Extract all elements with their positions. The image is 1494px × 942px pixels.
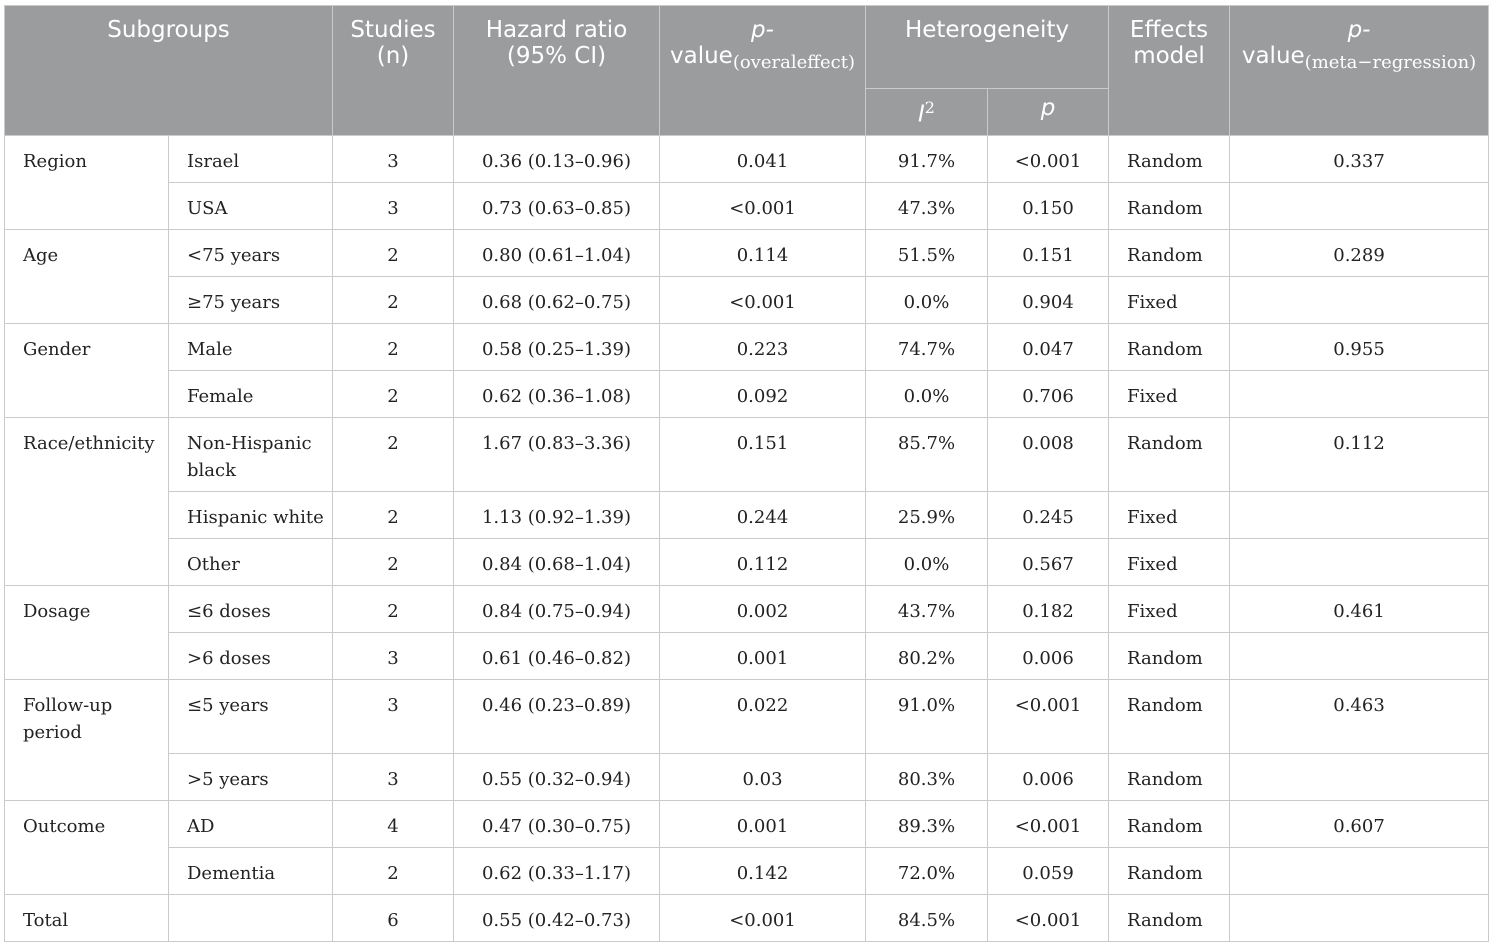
subgroup-cell: Other — [169, 539, 333, 586]
hr-cell: 0.61 (0.46–0.82) — [454, 633, 660, 680]
het-p-cell: <0.001 — [988, 136, 1109, 183]
subgroup-cell: Male — [169, 324, 333, 371]
model-cell: Fixed — [1109, 371, 1230, 418]
het-p-cell: 0.904 — [988, 277, 1109, 324]
i2-cell: 80.3% — [866, 754, 988, 801]
model-cell: Fixed — [1109, 586, 1230, 633]
subgroup-cell: Israel — [169, 136, 333, 183]
header-heterogeneity — [866, 6, 1109, 89]
model-cell: Random — [1109, 633, 1230, 680]
subgroup-analysis-table — [4, 5, 1489, 942]
table-row — [5, 183, 1489, 230]
hr-cell: 0.55 (0.32–0.94) — [454, 754, 660, 801]
het-p-cell: 0.151 — [988, 230, 1109, 277]
meta-p-cell — [1230, 539, 1489, 586]
table-row — [5, 418, 1489, 492]
subgroup-cell: Non-Hispanic black — [169, 418, 333, 492]
studies-cell: 3 — [333, 680, 454, 754]
subgroup-cell: ≥75 years — [169, 277, 333, 324]
hr-cell: 0.84 (0.75–0.94) — [454, 586, 660, 633]
table-row — [5, 801, 1489, 848]
studies-cell: 2 — [333, 324, 454, 371]
p-cell: <0.001 — [660, 895, 866, 942]
header-pval-value: value — [669, 43, 733, 69]
meta-p-cell — [1230, 492, 1489, 539]
header-studies-line2: (n) — [376, 43, 410, 69]
p-cell: <0.001 — [660, 183, 866, 230]
model-cell: Fixed — [1109, 277, 1230, 324]
header-pmeta-sub: (meta−regression) — [1304, 52, 1477, 73]
p-cell: 0.022 — [660, 680, 866, 754]
table-row — [5, 136, 1489, 183]
header-hr-line1: Hazard ratio — [485, 17, 628, 43]
table-row — [5, 633, 1489, 680]
header-studies-line1: Studies — [350, 17, 436, 43]
meta-p-cell — [1230, 277, 1489, 324]
table-row — [5, 680, 1489, 754]
meta-p-cell: 0.463 — [1230, 680, 1489, 754]
studies-cell: 2 — [333, 492, 454, 539]
subgroup-cell: ≤5 years — [169, 680, 333, 754]
subgroup-cell: >5 years — [169, 754, 333, 801]
meta-p-cell — [1230, 183, 1489, 230]
subgroup-cell: >6 doses — [169, 633, 333, 680]
table-row — [5, 230, 1489, 277]
table-row — [5, 848, 1489, 895]
i2-cell: 25.9% — [866, 492, 988, 539]
p-cell: 0.001 — [660, 633, 866, 680]
subgroup-cell: AD — [169, 801, 333, 848]
subgroup-cell: Female — [169, 371, 333, 418]
header-heterogeneity-label: Heterogeneity — [904, 17, 1070, 43]
table-row — [5, 539, 1489, 586]
meta-p-cell — [1230, 371, 1489, 418]
table-row — [5, 371, 1489, 418]
i2-cell: 74.7% — [866, 324, 988, 371]
i2-cell: 0.0% — [866, 371, 988, 418]
header-subgroups — [5, 6, 333, 136]
subgroup-cell: Hispanic white — [169, 492, 333, 539]
model-cell: Random — [1109, 848, 1230, 895]
meta-p-cell: 0.955 — [1230, 324, 1489, 371]
model-cell: Random — [1109, 136, 1230, 183]
header-p-value-meta-regression — [1230, 6, 1489, 136]
studies-cell: 2 — [333, 371, 454, 418]
hr-cell: 0.62 (0.36–1.08) — [454, 371, 660, 418]
meta-p-cell: 0.289 — [1230, 230, 1489, 277]
p-cell: 0.001 — [660, 801, 866, 848]
header-effects-line1: Effects — [1129, 17, 1209, 43]
header-subgroups-label: Subgroups — [107, 17, 230, 43]
p-cell: <0.001 — [660, 277, 866, 324]
header-i2-letter: I — [918, 101, 925, 128]
header-hazard-ratio — [454, 6, 660, 136]
hr-cell: 0.68 (0.62–0.75) — [454, 277, 660, 324]
header-studies — [333, 6, 454, 136]
model-cell: Random — [1109, 895, 1230, 942]
header-pmeta-value: value — [1241, 43, 1305, 69]
i2-cell: 0.0% — [866, 277, 988, 324]
hr-cell: 0.80 (0.61–1.04) — [454, 230, 660, 277]
hr-cell: 0.62 (0.33–1.17) — [454, 848, 660, 895]
model-cell: Random — [1109, 183, 1230, 230]
studies-cell: 4 — [333, 801, 454, 848]
group-cell: Age — [5, 230, 169, 324]
p-cell: 0.03 — [660, 754, 866, 801]
subgroup-cell: Dementia — [169, 848, 333, 895]
p-cell: 0.142 — [660, 848, 866, 895]
het-p-cell: 0.008 — [988, 418, 1109, 492]
hr-cell: 0.46 (0.23–0.89) — [454, 680, 660, 754]
p-cell: 0.223 — [660, 324, 866, 371]
het-p-cell: 0.182 — [988, 586, 1109, 633]
studies-cell: 2 — [333, 418, 454, 492]
meta-p-cell — [1230, 754, 1489, 801]
subgroup-cell: <75 years — [169, 230, 333, 277]
p-cell: 0.151 — [660, 418, 866, 492]
studies-cell: 3 — [333, 183, 454, 230]
i2-cell: 51.5% — [866, 230, 988, 277]
meta-p-cell: 0.337 — [1230, 136, 1489, 183]
header-het-p — [988, 89, 1109, 136]
het-p-cell: 0.245 — [988, 492, 1109, 539]
het-p-cell: <0.001 — [988, 801, 1109, 848]
het-p-cell: 0.006 — [988, 633, 1109, 680]
header-i2 — [866, 89, 988, 136]
p-cell: 0.112 — [660, 539, 866, 586]
het-p-cell: 0.047 — [988, 324, 1109, 371]
studies-cell: 3 — [333, 754, 454, 801]
het-p-cell: <0.001 — [988, 680, 1109, 754]
i2-cell: 0.0% — [866, 539, 988, 586]
hr-cell: 0.84 (0.68–1.04) — [454, 539, 660, 586]
header-het-p-label: p — [1040, 95, 1056, 121]
p-cell: 0.114 — [660, 230, 866, 277]
i2-cell: 80.2% — [866, 633, 988, 680]
i2-cell: 43.7% — [866, 586, 988, 633]
subgroup-cell: ≤6 doses — [169, 586, 333, 633]
meta-p-cell: 0.112 — [1230, 418, 1489, 492]
header-pval-sub: (overaleffect) — [732, 52, 856, 73]
table-row — [5, 324, 1489, 371]
i2-cell: 91.7% — [866, 136, 988, 183]
header-i2-sup: 2 — [924, 98, 935, 117]
model-cell: Random — [1109, 230, 1230, 277]
group-cell: Race/ethnicity — [5, 418, 169, 586]
group-cell: Dosage — [5, 586, 169, 680]
table-row — [5, 586, 1489, 633]
header-hr-line2: (95% CI) — [506, 43, 607, 69]
model-cell: Random — [1109, 324, 1230, 371]
hr-cell: 0.36 (0.13–0.96) — [454, 136, 660, 183]
header-pmeta-p: p- — [1347, 17, 1371, 43]
hr-cell: 0.55 (0.42–0.73) — [454, 895, 660, 942]
meta-p-cell — [1230, 895, 1489, 942]
group-cell: Follow-up period — [5, 680, 169, 801]
i2-cell: 85.7% — [866, 418, 988, 492]
table-row-total — [5, 895, 1489, 942]
subgroup-cell: USA — [169, 183, 333, 230]
i2-cell: 89.3% — [866, 801, 988, 848]
studies-cell: 3 — [333, 633, 454, 680]
het-p-cell: 0.059 — [988, 848, 1109, 895]
hr-cell: 1.13 (0.92–1.39) — [454, 492, 660, 539]
model-cell: Random — [1109, 418, 1230, 492]
header-p-value-overall — [660, 6, 866, 136]
model-cell: Random — [1109, 754, 1230, 801]
p-cell: 0.041 — [660, 136, 866, 183]
p-cell: 0.244 — [660, 492, 866, 539]
hr-cell: 0.47 (0.30–0.75) — [454, 801, 660, 848]
model-cell: Random — [1109, 680, 1230, 754]
header-effects-model — [1109, 6, 1230, 136]
hr-cell: 0.73 (0.63–0.85) — [454, 183, 660, 230]
het-p-cell: 0.150 — [988, 183, 1109, 230]
het-p-cell: 0.006 — [988, 754, 1109, 801]
group-cell: Outcome — [5, 801, 169, 895]
studies-cell: 3 — [333, 136, 454, 183]
table-row — [5, 277, 1489, 324]
table-row — [5, 754, 1489, 801]
studies-cell: 2 — [333, 277, 454, 324]
i2-cell: 72.0% — [866, 848, 988, 895]
group-cell: Total — [5, 895, 169, 942]
studies-cell: 2 — [333, 230, 454, 277]
header-pval-p: p- — [751, 17, 774, 43]
meta-p-cell: 0.461 — [1230, 586, 1489, 633]
group-cell: Region — [5, 136, 169, 230]
model-cell: Random — [1109, 801, 1230, 848]
het-p-cell: 0.706 — [988, 371, 1109, 418]
meta-p-cell — [1230, 633, 1489, 680]
hr-cell: 0.58 (0.25–1.39) — [454, 324, 660, 371]
i2-cell: 91.0% — [866, 680, 988, 754]
p-cell: 0.092 — [660, 371, 866, 418]
model-cell: Fixed — [1109, 492, 1230, 539]
het-p-cell: 0.567 — [988, 539, 1109, 586]
meta-p-cell — [1230, 848, 1489, 895]
i2-cell: 47.3% — [866, 183, 988, 230]
model-cell: Fixed — [1109, 539, 1230, 586]
studies-cell: 2 — [333, 848, 454, 895]
group-cell: Gender — [5, 324, 169, 418]
studies-cell: 6 — [333, 895, 454, 942]
studies-cell: 2 — [333, 539, 454, 586]
hr-cell: 1.67 (0.83–3.36) — [454, 418, 660, 492]
p-cell: 0.002 — [660, 586, 866, 633]
table-row — [5, 492, 1489, 539]
studies-cell: 2 — [333, 586, 454, 633]
meta-p-cell: 0.607 — [1230, 801, 1489, 848]
header-effects-line2: model — [1133, 43, 1205, 69]
subgroup-cell — [169, 895, 333, 942]
i2-cell: 84.5% — [866, 895, 988, 942]
het-p-cell: <0.001 — [988, 895, 1109, 942]
